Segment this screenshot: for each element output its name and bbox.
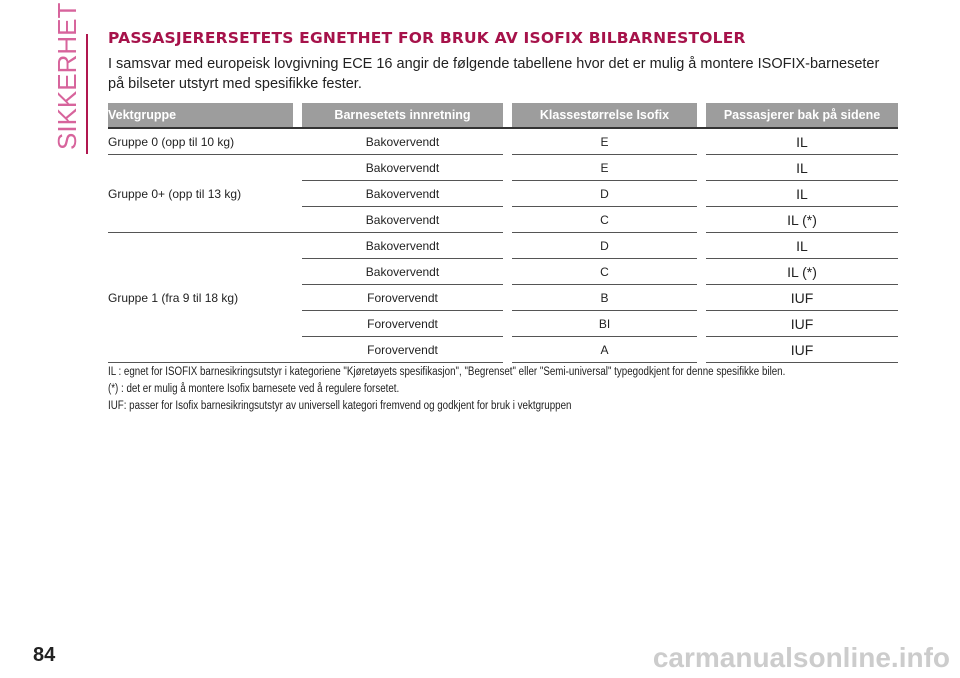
size-class: BI — [512, 311, 697, 337]
suitability: IL — [706, 155, 898, 181]
divider — [86, 34, 88, 154]
suitability: IUF — [706, 285, 898, 311]
size-class: D — [512, 181, 697, 207]
size-class: D — [512, 233, 697, 259]
weight-group: Gruppe 0 (opp til 10 kg) — [108, 128, 302, 155]
seat-direction: Bakovervendt — [302, 259, 503, 285]
size-class: E — [512, 128, 697, 155]
seat-direction: Forovervendt — [302, 285, 503, 311]
suitability: IL — [706, 128, 898, 155]
watermark: carmanualsonline.info — [652, 642, 950, 673]
size-class: C — [512, 259, 697, 285]
seat-direction: Bakovervendt — [302, 233, 503, 259]
seat-direction: Forovervendt — [302, 337, 503, 363]
table-row — [108, 155, 898, 181]
seat-direction: Forovervendt — [302, 311, 503, 337]
page-number: 84 — [33, 644, 56, 666]
table-row — [108, 233, 898, 259]
weight-group: Gruppe 1 (fra 9 til 18 kg) — [108, 233, 302, 363]
seat-direction: Bakovervendt — [302, 207, 503, 233]
suitability: IL (*) — [706, 207, 898, 233]
notes — [108, 364, 873, 415]
note: IL : egnet for ISOFIX barnesikringsutstyr i kategoriene "Kjøretøyets spesifikasjon", "Begrenset" eller "Semi-universal" typegodkjent for denne spesifikke bilen. — [108, 366, 786, 378]
note: IUF: passer for Isofix barnesikringsutstyr av universell kategori fremvend og godkjent for bruk i vektgruppen — [108, 400, 572, 412]
note: (*) : det er mulig å montere Isofix barnesete ved å regulere forsetet. — [108, 383, 400, 395]
header-rear-side: Passasjerer bak på sidene — [706, 103, 898, 128]
table-row — [108, 128, 898, 155]
size-class: A — [512, 337, 697, 363]
header-size-class: Klassestørrelse Isofix — [512, 103, 697, 128]
suitability: IUF — [706, 311, 898, 337]
suitability: IL — [706, 233, 898, 259]
seat-direction: Bakovervendt — [302, 181, 503, 207]
intro-text: I samsvar med europeisk lovgivning ECE 16 angir de følgende tabellene hvor det er mulig å montere ISOFIX-barneseter på bilseter utstyrt med spesifikke fester. — [108, 56, 880, 92]
section-label: SIKKERHET — [52, 2, 82, 150]
suitability: IL — [706, 181, 898, 207]
suitability: IUF — [706, 337, 898, 363]
seat-direction: Bakovervendt — [302, 155, 503, 181]
size-class: C — [512, 207, 697, 233]
header-seat-direction: Barnesetets innretning — [302, 103, 503, 128]
suitability: IL (*) — [706, 259, 898, 285]
size-class: B — [512, 285, 697, 311]
header-weight-group: Vektgruppe — [108, 103, 293, 128]
isofix-table — [108, 103, 898, 363]
page-title: PASSASJERERSETETS EGNETHET FOR BRUK AV ISOFIX BILBARNESTOLER — [108, 29, 746, 47]
weight-group: Gruppe 0+ (opp til 13 kg) — [108, 155, 302, 233]
seat-direction: Bakovervendt — [302, 128, 503, 155]
size-class: E — [512, 155, 697, 181]
